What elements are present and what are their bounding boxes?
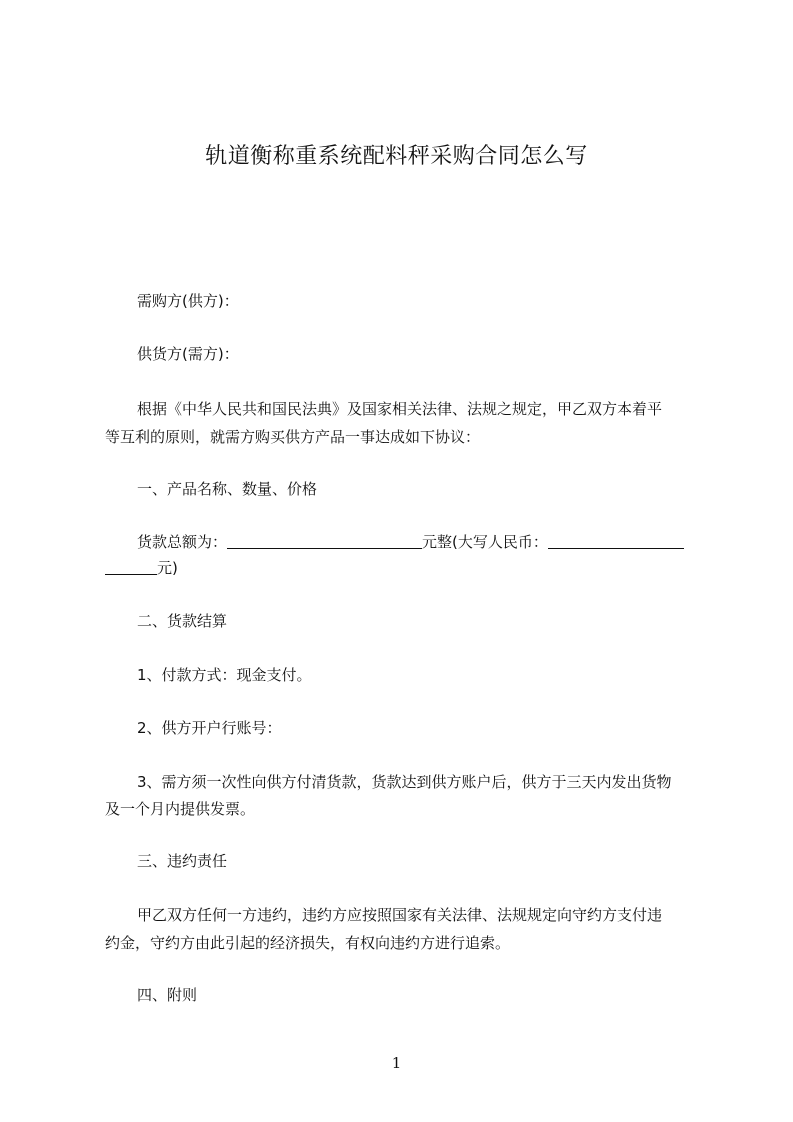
breach-line-2: 约金，守约方由此引起的经济损失，有权向违约方进行追索。 [105,934,511,952]
section-3-heading: 三、违约责任 [137,852,228,870]
preamble-line-1: 根据《中华人民共和国民法典》及国家相关法律、法规之规定，甲乙双方本着平 [137,400,663,418]
section-2-heading: 二、货款结算 [137,612,228,630]
total-amount-line-2 [105,553,709,583]
payment-terms-line-1: 3、需方须一次性向供方付清货款，货款达到供方账户后，供方于三天内发出货物 [137,773,672,791]
total-yuan-label: 元整(大写人民币： [422,533,548,551]
payment-method: 1、付款方式：现金支付。 [137,666,312,684]
amount-in-words-blank-cont [105,557,157,575]
payment-terms-line-2: 及一个月内提供发票。 [105,800,256,818]
amount-in-words-blank [548,531,684,549]
buyer-label: 需购方(供方)： [137,292,239,310]
section-1-heading: 一、产品名称、数量、价格 [137,480,318,498]
supplier-label: 供货方(需方)： [137,345,239,363]
supplier-bank-account: 2、供方开户行账号： [137,719,282,737]
document-title: 轨道衡称重系统配料秤采购合同怎么写 [205,144,588,169]
total-amount-label: 货款总额为： [137,533,228,551]
page-number: 1 [391,1054,402,1072]
preamble-line-2: 等互利的原则，就需方购买供方产品一事达成如下协议： [105,428,481,446]
section-4-heading: 四、附则 [137,986,198,1004]
breach-line-1: 甲乙双方任何一方违约，违约方应按照国家有关法律、法规规定向守约方支付违 [137,906,663,924]
amount-blank [227,531,422,549]
total-end-label: 元) [157,559,178,577]
